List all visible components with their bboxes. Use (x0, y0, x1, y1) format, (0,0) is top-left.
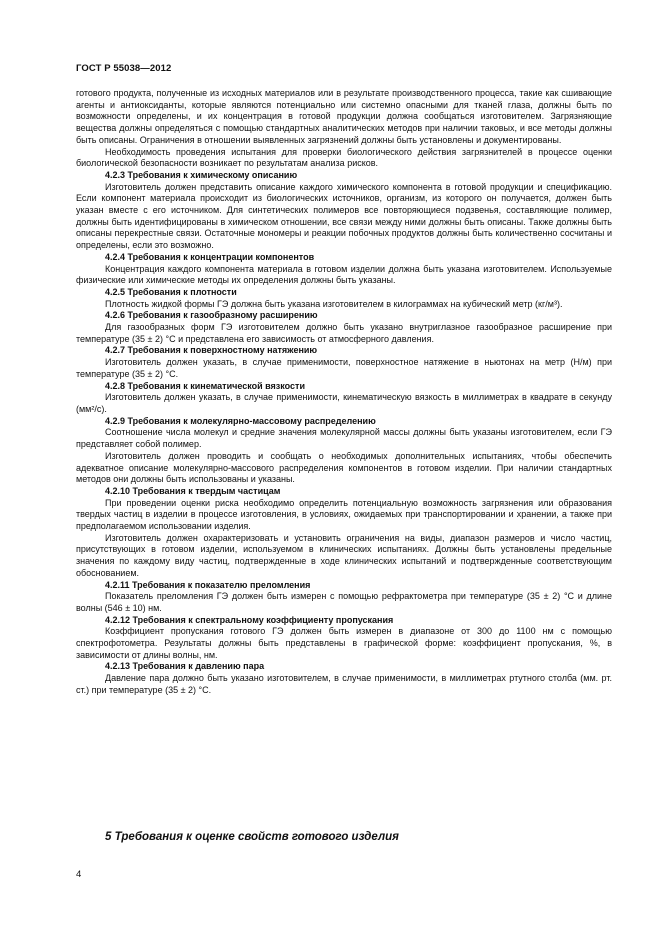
paragraph: Плотность жидкой формы ГЭ должна быть указана изготовителем в килограммах на кубический метр (кг/м³). (105, 298, 563, 309)
paragraph: Изготовитель должен указать, в случае применимости, поверхностное натяжение в ньютонах на метр (Н/м) при температуре (35 ± 2) °С. (76, 357, 612, 379)
paragraph: Коэффициент пропускания готового ГЭ должен быть измерен в диапазоне от 300 до 1100 нм с помощью спектрофотометра. Результаты должны быть представлены в графической форме: коэффициент пропускания, %, в зависимости от длины волны, нм. (76, 626, 612, 660)
subsection-heading: 4.2.6 Требования к газообразному расширению (105, 310, 318, 321)
subsection-heading: 4.2.4 Требования к концентрации компонентов (105, 251, 315, 262)
paragraph: Необходимость проведения испытания для проверки биологического действия загрязнителей в процессе оценки биологической безопасности возникает по результатам анализа рисков. (76, 146, 612, 169)
section-5-heading: 5 Требования к оценке свойств готового изделия (105, 831, 399, 843)
subsection-heading: 4.2.11 Требования к показателю преломления (105, 579, 311, 590)
paragraph: Соотношение числа молекул и средние значения молекулярной массы должны быть указаны изготовителем, если ГЭ представляет собой полимер. (76, 427, 612, 450)
subsection-heading: 4.2.10 Требования к твердым частицам (105, 485, 281, 496)
subsection-heading: 4.2.12 Требования к спектральному коэффициенту пропускания (105, 614, 394, 625)
subsection-heading: 4.2.3 Требования к химическому описанию (105, 169, 298, 180)
subsection-heading: 4.2.5 Требования к плотности (105, 286, 237, 297)
paragraph: готового продукта, полученные из исходных материалов или в результате производственного процесса, такие как сшивающие агенты и антиоксиданты, которые являются потенциально или системно опасными для тканей глаза, должны быть по возможности определены, и их концентрация в готовой продукции должна сообщаться изготовителем. Загрязняющие вещества должны определяться с помощью стандартных аналитических методов при наличии таковых, и все методы должны быть описаны. Ограничения в отношении выявленных загрязнений должны быть установлены и документированы. (76, 88, 612, 145)
paragraph: Для газообразных форм ГЭ изготовителем должно быть указано внутриглазное газообразное расширение при температуре (35 ± 2) °С и представлена его зависимость от атмосферного давления. (76, 322, 612, 344)
paragraph: Давление пара должно быть указано изготовителем, в случае применимости, в миллиметрах ртутного столба (мм. рт. ст.) при температуре (35 ± 2) °С. (76, 673, 612, 695)
paragraph: Изготовитель должен указать, в случае применимости, кинематическую вязкость в миллиметрах в квадрате в секунду (мм²/с). (76, 392, 612, 414)
paragraph: Изготовитель должен охарактеризовать и установить ограничения на виды, диапазон размеров и число частиц, присутствующих в готовом изделии, используемом в клинических испытаниях. Должны быть установлены предельные значения по каждому виду частиц, подтвержденные в ходе клинических испытаний и подтвержденные соответствующим обоснованием. (76, 532, 612, 578)
subsection-heading: 4.2.8 Требования к кинематической вязкости (105, 380, 305, 391)
subsection-heading: 4.2.7 Требования к поверхностному натяжению (105, 345, 318, 356)
subsection-heading: 4.2.13 Требования к давлению пара (105, 661, 265, 672)
paragraph: При проведении оценки риска необходимо определить потенциальную возможность загрязнения или образования твердых частиц в изделии в процессе изготовления, в условиях, ожидаемых при транспортировании и хранении, а также при предполагаемом использовании изделия. (76, 497, 612, 532)
subsection-heading: 4.2.9 Требования к молекулярно-массовому распределению (105, 415, 376, 426)
body-text (76, 88, 612, 697)
page-number: 4 (76, 869, 82, 880)
paragraph: Изготовитель должен проводить и сообщать о необходимых дополнительных испытаниях, чтобы обеспечить адекватное описание молекулярно-массового распределения компонентов в готовом изделии. При наличии стандартных методов они должны быть использованы и указаны. (76, 450, 612, 485)
paragraph: Изготовитель должен представить описание каждого химического компонента в готовой продукции и спецификацию. Если компонент материала происходит из биологических источников, организм, из которого он получается, должен быть указан вместе с его источником. Для синтетических полимеров все повторяющиеся подзвенья, составляющие полимер, должны быть идентифицированы в химическом отношении, все связи между ними должны быть описаны. Также должны быть описаны перекрестные связи. Остаточные мономеры и реакции побочных продуктов должны быть количественно сосчитаны и определены, если это возможно. (76, 181, 612, 251)
document-code-header: ГОСТ Р 55038—2012 (76, 63, 172, 74)
paragraph: Показатель преломления ГЭ должен быть измерен с помощью рефрактометра при температуре (35 ± 2) °С и длине волны (546 ± 10) нм. (76, 591, 612, 613)
paragraph: Концентрация каждого компонента материала в готовом изделии должна быть указана изготовителем. Используемые физические или химические методы их определения должны быть указаны. (76, 263, 612, 286)
